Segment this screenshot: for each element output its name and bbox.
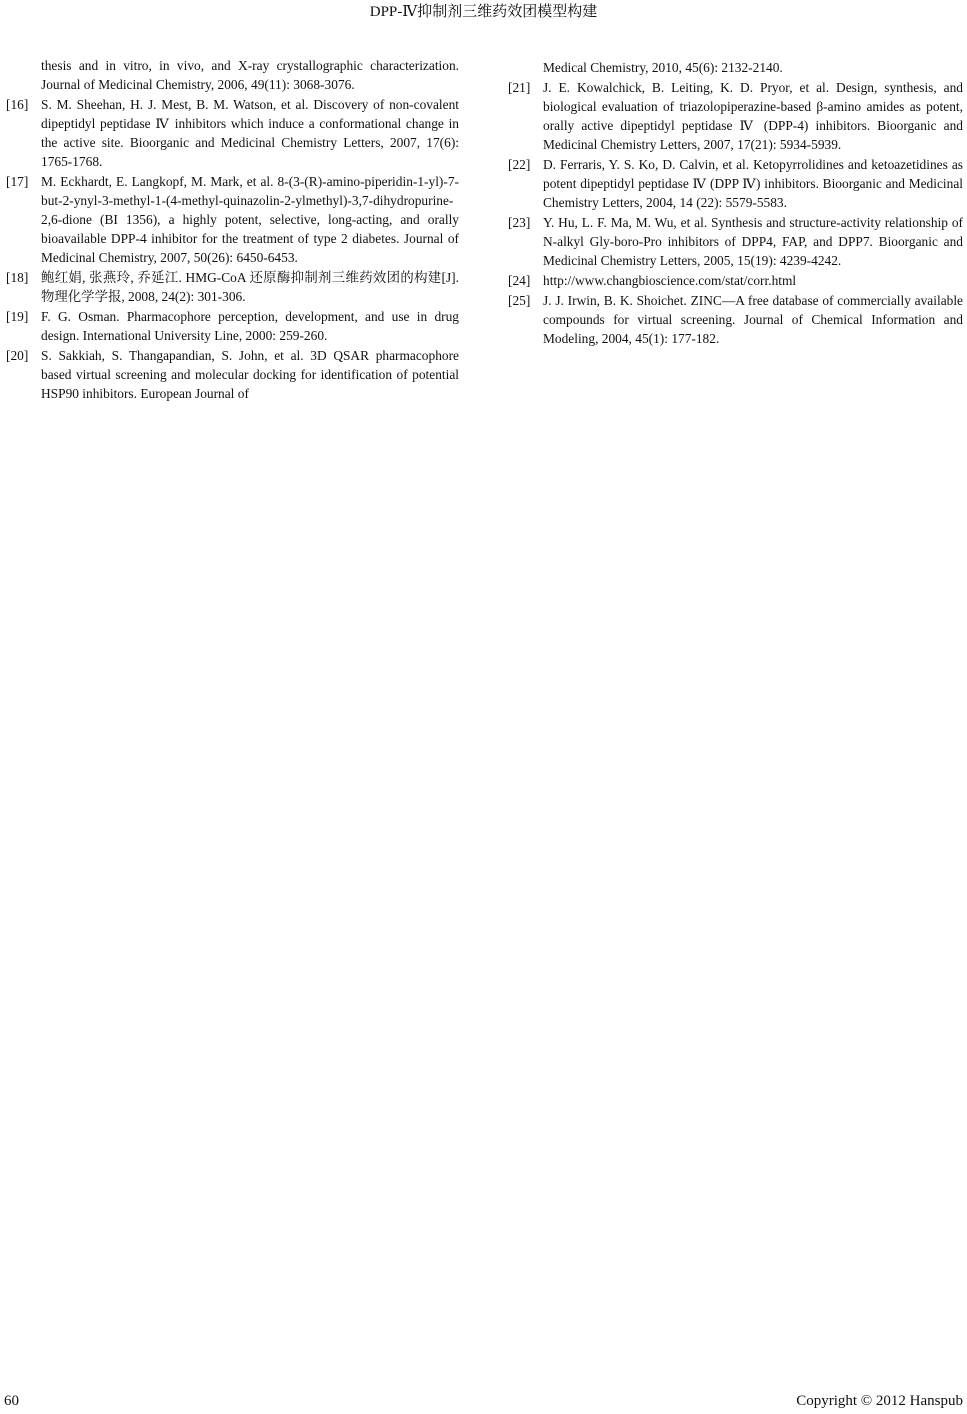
reference-text: thesis and in vitro, in vivo, and X-ray crystallographic characterization. Journal of Medicinal Chemistry, 2006, 49(11): 3068-3076. <box>41 58 459 92</box>
reference-url: http://www.changbioscience.com/stat/corr.html <box>543 273 797 288</box>
reference-text: J. J. Irwin, B. K. Shoichet. ZINC—A free database of commercially available compounds for virtual screening. Journal of Chemical Information and Modeling, 2004, 45(1): 177-182. <box>543 293 963 346</box>
reference-text: D. Ferraris, Y. S. Ko, D. Calvin, et al. Ketopyrrolidines and ketoazetidines as potent dipeptidyl peptidase Ⅳ (DPP Ⅳ) inhibitors. Bioorganic and Medicinal Chemistry Letters, 2004, 14 (22): 5579-5583. <box>543 157 963 210</box>
reference-item <box>508 155 963 212</box>
reference-number: [25] <box>508 293 531 308</box>
reference-number: [23] <box>508 215 531 230</box>
reference-item <box>508 58 963 77</box>
reference-item <box>6 56 459 94</box>
right-reference-column <box>508 58 963 349</box>
reference-number: [19] <box>6 309 29 324</box>
reference-item <box>6 346 459 403</box>
running-title: DPP-Ⅳ抑制剂三维药效团模型构建 <box>369 4 598 20</box>
reference-text: Y. Hu, L. F. Ma, M. Wu, et al. Synthesis and structure-activity relationship of N-alkyl Gly-boro-Pro inhibitors of DPP4, FAP, and DPP7. Bioorganic and Medicinal Chemistry Letters, 2005, 15(19): 4239-4242. <box>543 215 963 268</box>
reference-text: M. Eckhardt, E. Langkopf, M. Mark, et al. 8-(3-(R)-amino-piperidin-1-yl)-7-but-2-ynyl-3-methyl-1-(4-methyl-quinazolin-2-ylmethyl)-3,7-dihydropurine-2,6-dione (BI 1356), a highly potent, selective, long-acting, and orally bioavailable DPP-4 inhibitor for the treatment of type 2 diabetes. Journal of Medicinal Chemistry, 2007, 50(26): 6450-6453. <box>41 174 459 265</box>
reference-item <box>508 291 963 348</box>
reference-number: [24] <box>508 273 531 288</box>
reference-number: [21] <box>508 80 531 95</box>
reference-text: J. E. Kowalchick, B. Leiting, K. D. Pryor, et al. Design, synthesis, and biological evaluation of triazolopiperazine-based β-amino amides as potent, orally active dipeptidyl peptidase Ⅳ (DPP-4) inhibitors. Bioorganic and Medicinal Chemistry Letters, 2007, 17(21): 5934-5939. <box>543 80 963 152</box>
reference-item <box>6 268 459 306</box>
reference-item <box>508 213 963 270</box>
left-reference-column <box>6 56 459 404</box>
reference-number: [20] <box>6 348 29 363</box>
reference-number: [17] <box>6 174 29 189</box>
reference-item <box>508 271 963 290</box>
reference-number: [22] <box>508 157 531 172</box>
reference-item <box>6 307 459 345</box>
reference-number: [16] <box>6 97 29 112</box>
reference-item <box>508 78 963 154</box>
reference-item <box>6 95 459 171</box>
reference-text: S. M. Sheehan, H. J. Mest, B. M. Watson, et al. Discovery of non-covalent dipeptidyl peptidase Ⅳ inhibitors which induce a conformational change in the active site. Bioorganic and Medicinal Chemistry Letters, 2007, 17(6): 1765-1768. <box>41 97 459 169</box>
reference-text: F. G. Osman. Pharmacophore perception, development, and use in drug design. International University Line, 2000: 259-260. <box>41 309 459 343</box>
page-number: 60 <box>4 1393 19 1409</box>
reference-text: 鲍红娟, 张燕玲, 乔延江. HMG-CoA 还原酶抑制剂三维药效团的构建[J]. 物理化学学报, 2008, 24(2): 301-306. <box>41 270 459 304</box>
reference-text: Medical Chemistry, 2010, 45(6): 2132-2140. <box>543 60 783 75</box>
copyright-notice: Copyright © 2012 Hanspub <box>796 1393 963 1409</box>
reference-text: S. Sakkiah, S. Thangapandian, S. John, et al. 3D QSAR pharmacophore based virtual screening and molecular docking for identification of potential HSP90 inhibitors. European Journal of <box>41 348 459 401</box>
reference-number: [18] <box>6 270 29 285</box>
reference-item <box>6 172 459 267</box>
